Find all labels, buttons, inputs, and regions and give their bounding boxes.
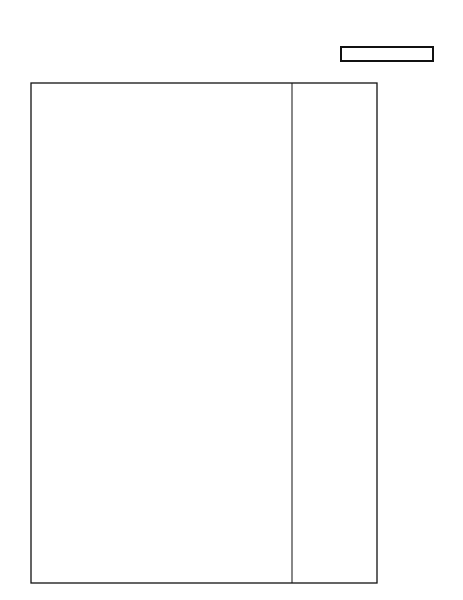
chart-frame: [31, 83, 377, 583]
timing-chart: [30, 82, 442, 584]
program-column-frame: [292, 83, 377, 583]
diagram-number: [340, 46, 434, 62]
